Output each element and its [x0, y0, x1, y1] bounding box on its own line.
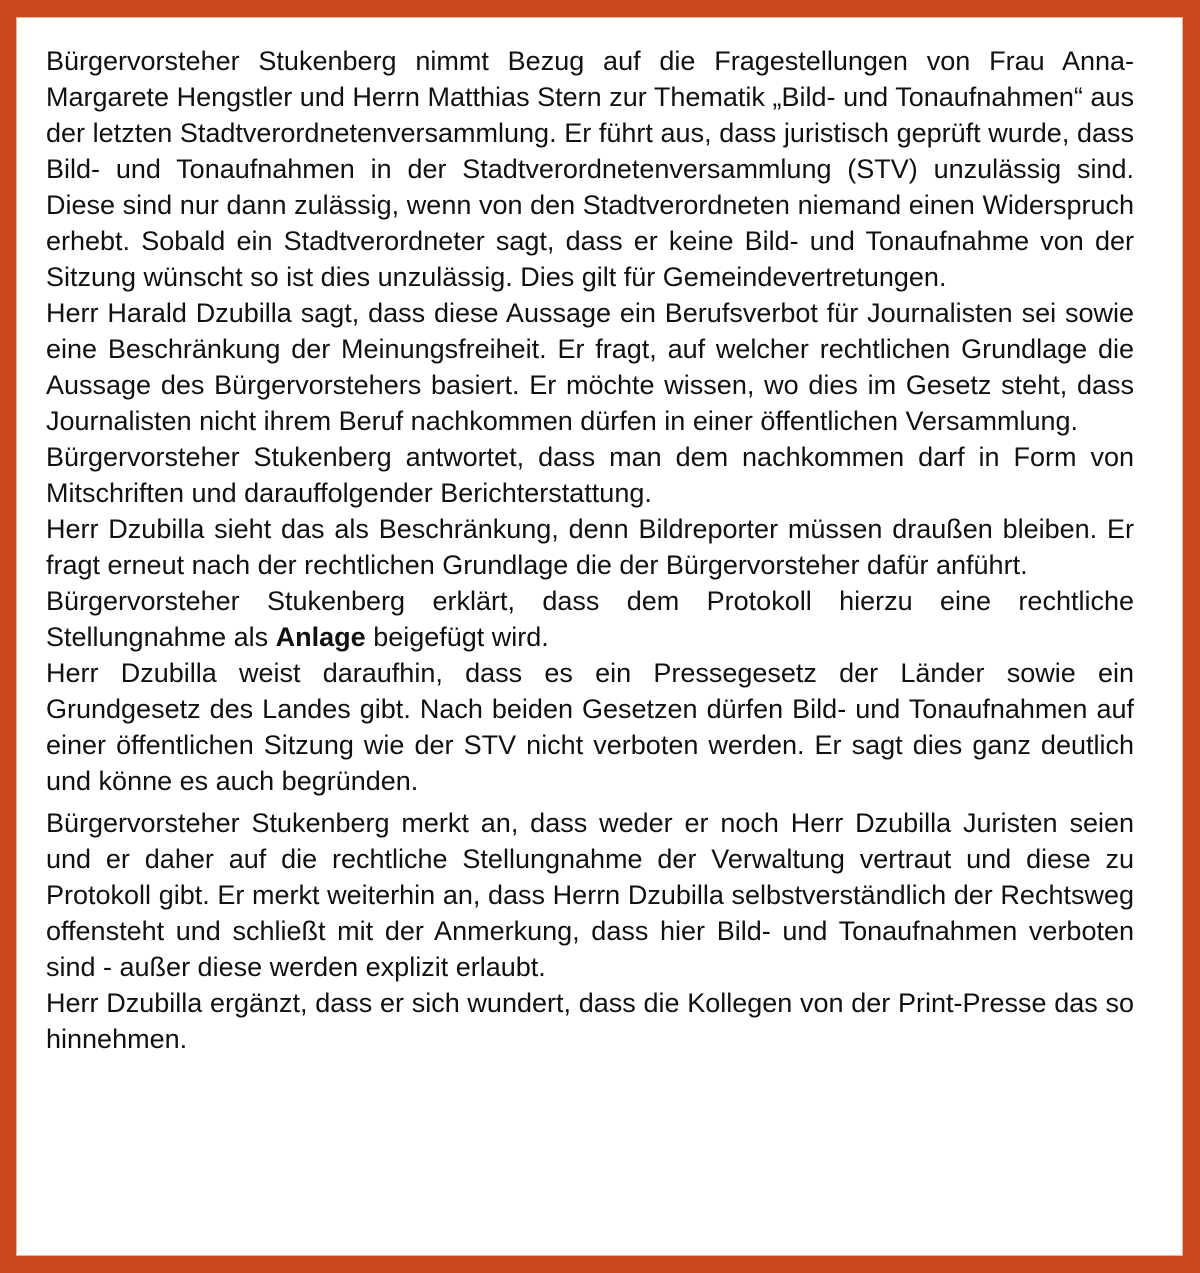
document-frame [16, 17, 1183, 1256]
paragraph-4: Herr Dzubilla sieht das als Beschränkung, denn Bildreporter müssen draußen bleiben. Er fragt erneut nach der rechtlichen Grundlage die der Bürgervorsteher dafür anführt. [46, 514, 1134, 580]
paragraph-8: Herr Dzubilla ergänzt, dass er sich wundert, dass die Kollegen von der Print-Presse das so hinnehmen. [46, 988, 1134, 1054]
paragraph-2: Herr Harald Dzubilla sagt, dass diese Aussage ein Berufsverbot für Journalisten sei sowie eine Beschränkung der Meinungsfreiheit. Er fragt, auf welcher rechtlichen Grundlage die Aussage des Bürgervorstehers basiert. Er möchte wissen, wo dies im Gesetz steht, dass Journalisten nicht ihrem Beruf nachkommen dürfen in einer öffentlichen Versammlung. [46, 298, 1134, 436]
document-body [46, 43, 1134, 1057]
anlage-bold-label: Anlage [275, 622, 366, 652]
paragraph-5-text-after: beigefügt wird. [365, 622, 549, 652]
paragraph-1: Bürgervorsteher Stukenberg nimmt Bezug auf die Fragestellungen von Frau Anna-Margarete Hengstler und Herrn Matthias Stern zur Thematik „Bild- und Tonaufnahmen“ aus der letzten Stadtverordnetenversammlung. Er führt aus, dass juristisch geprüft wurde, dass Bild- und Tonaufnahmen in der Stadtverordnetenversammlung (STV) unzulässig sind. Diese sind nur dann zulässig, wenn von den Stadtverordneten niemand einen Widerspruch erhebt. Sobald ein Stadtverordneter sagt, dass er keine Bild- und Tonaufnahme von der Sitzung wünscht so ist dies unzulässig. Dies gilt für Gemeindevertretungen. [46, 46, 1134, 292]
paragraph-5 [46, 583, 1134, 655]
paragraph-3: Bürgervorsteher Stukenberg antwortet, dass man dem nachkommen darf in Form von Mitschriften und darauffolgender Berichterstattung. [46, 442, 1134, 508]
paragraph-5-text-before: Bürgervorsteher Stukenberg erklärt, dass dem Protokoll hierzu eine rechtliche Stellungnahme als [46, 586, 1134, 652]
paragraph-7: Bürgervorsteher Stukenberg merkt an, dass weder er noch Herr Dzubilla Juristen seien und er daher auf die rechtliche Stellungnahme der Verwaltung vertraut und diese zu Protokoll gibt. Er merkt weiterhin an, dass Herrn Dzubilla selbstverständlich der Rechtsweg offensteht und schließt mit der Anmerkung, dass hier Bild- und Tonaufnahmen verboten sind - außer diese werden explizit erlaubt. [46, 808, 1134, 982]
paragraph-6: Herr Dzubilla weist daraufhin, dass es ein Pressegesetz der Länder sowie ein Grundgesetz des Landes gibt. Nach beiden Gesetzen dürfen Bild- und Tonaufnahmen auf einer öffentlichen Sitzung wie der STV nicht verboten werden. Er sagt dies ganz deutlich und könne es auch begründen. [46, 658, 1134, 796]
